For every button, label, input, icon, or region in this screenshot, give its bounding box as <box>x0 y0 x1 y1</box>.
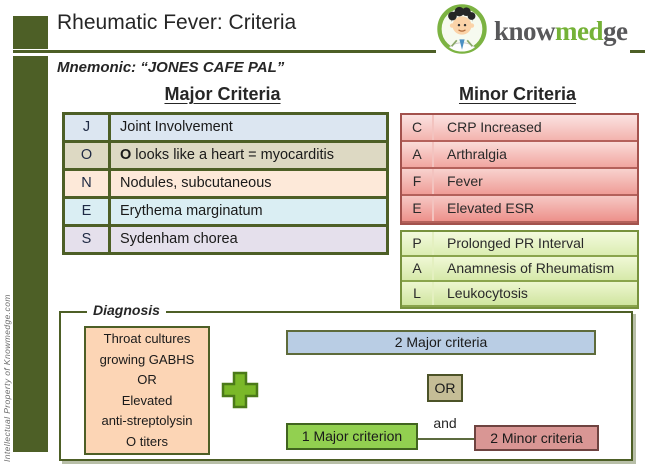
and-connector-line <box>418 438 474 440</box>
criterion-text <box>111 199 386 224</box>
strep-line: growing GABHS <box>99 351 195 367</box>
logo-wordmark <box>494 16 628 47</box>
copyright-watermark: Intellectual Property of Knowmedge.com <box>2 294 12 462</box>
criterion-text: Leukocytosis <box>447 285 528 301</box>
mnemonic-letter: C <box>402 115 434 140</box>
mnemonic-letter: L <box>402 282 434 305</box>
table-row <box>402 282 637 307</box>
criterion-text: Fever <box>447 173 483 189</box>
two-minor-criteria-box: 2 Minor criteria <box>474 425 599 451</box>
table-row <box>402 257 637 282</box>
mnemonic-letter: S <box>65 227 111 252</box>
criterion-body: Erythema marginatum <box>120 203 263 219</box>
logo-med: med <box>555 15 604 46</box>
table-row <box>402 115 637 142</box>
mnemonic-letter: E <box>65 199 111 224</box>
major-criteria-heading: Major Criteria <box>164 84 281 104</box>
mnemonic-letter: P <box>402 232 434 255</box>
knowmedge-logo <box>436 2 630 60</box>
strep-evidence-box <box>84 326 210 455</box>
one-major-criterion-box: 1 Major criterion <box>286 423 418 450</box>
major-criteria-table <box>62 112 389 255</box>
mnemonic-letter: F <box>402 169 434 194</box>
and-label: and <box>433 415 457 431</box>
strep-line: Throat cultures <box>103 331 191 346</box>
criterion-body: Joint Involvement <box>120 119 233 135</box>
strep-line: Elevated <box>121 392 173 408</box>
table-row <box>65 143 386 171</box>
criterion-text <box>111 171 386 196</box>
mnemonic-letter: A <box>402 142 434 167</box>
strep-line: O titers <box>126 433 168 449</box>
table-row <box>65 115 386 143</box>
strep-line: anti-streptolysin <box>101 413 193 428</box>
table-row <box>402 232 637 257</box>
mnemonic-letter: N <box>65 171 111 196</box>
mnemonic-letter: O <box>65 143 111 168</box>
diagnosis-legend: Diagnosis <box>87 302 166 318</box>
minor-criteria-heading: Minor Criteria <box>458 84 577 104</box>
criterion-text: Prolonged PR Interval <box>447 235 584 251</box>
page-title: Rheumatic Fever: Criteria <box>57 11 297 34</box>
mnemonic-letter: E <box>402 196 434 221</box>
criterion-lead: O <box>120 147 132 163</box>
table-row <box>65 171 386 199</box>
table-row <box>65 199 386 227</box>
doctor-avatar-icon <box>436 2 488 61</box>
criterion-text: Anamnesis of Rheumatism <box>447 260 615 276</box>
table-row <box>402 142 637 169</box>
criterion-text <box>111 143 386 168</box>
table-row <box>402 169 637 196</box>
table-row <box>402 196 637 223</box>
criterion-text <box>111 227 386 252</box>
criterion-body: looks like a heart = myocarditis <box>131 147 334 163</box>
table-row <box>65 227 386 252</box>
criterion-body: Sydenham chorea <box>120 231 238 247</box>
logo-ge: ge <box>603 15 628 46</box>
left-accent-bar <box>13 56 48 452</box>
criterion-text <box>111 115 386 140</box>
mnemonic-letter: A <box>402 257 434 280</box>
or-box: OR <box>427 374 463 402</box>
logo-know: know <box>494 15 556 46</box>
two-major-criteria-box: 2 Major criteria <box>286 330 596 355</box>
mnemonic-text: Mnemonic: “JONES CAFE PAL” <box>57 59 285 76</box>
mnemonic-letter: J <box>65 115 111 140</box>
plus-icon <box>221 371 259 409</box>
criterion-text: Arthralgia <box>447 146 507 162</box>
criterion-body: Nodules, subcutaneous <box>120 175 272 191</box>
title-accent-square <box>13 16 48 49</box>
minor-criteria-cafe-table <box>400 113 639 225</box>
criterion-text: CRP Increased <box>447 119 542 135</box>
minor-criteria-pal-table <box>400 230 639 309</box>
diagnosis-panel <box>59 302 633 461</box>
criterion-text: Elevated ESR <box>447 200 535 216</box>
strep-line: OR <box>137 372 157 387</box>
